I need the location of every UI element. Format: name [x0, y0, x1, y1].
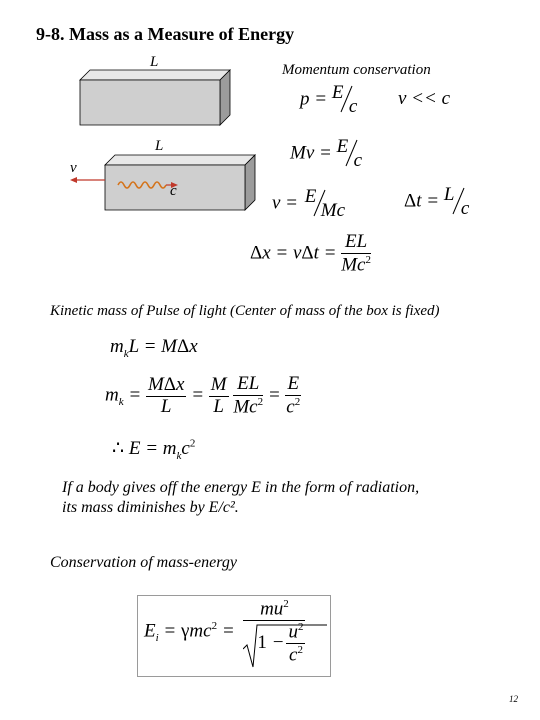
momentum-equation: p = E c — [300, 82, 358, 117]
momentum-heading: Momentum conservation — [282, 62, 431, 78]
slow-velocity-condition: v << c — [398, 88, 451, 109]
statement-line-2: its mass diminishes by E/c². — [62, 499, 239, 516]
conservation-heading: Conservation of mass-energy — [50, 554, 237, 571]
page-number: 12 — [509, 694, 518, 704]
delta-x-equation: Δx = vΔt = $\frac{EL}{Mc^2}$ — [250, 231, 371, 276]
box-length-label-bottom: L — [155, 138, 164, 154]
page-title: 9-8. Mass as a Measure of Energy — [36, 24, 295, 44]
velocity-label: v — [70, 160, 77, 176]
kinetic-mass-eq3: ∴ $E = m_kc^2$ — [112, 437, 196, 462]
light-speed-label: c — [170, 183, 177, 199]
box-length-label-top: L — [150, 54, 159, 70]
statement-line-1: If a body gives off the energy E in the form of radiation, — [62, 479, 420, 496]
radiation-statement — [62, 478, 419, 518]
kinetic-mass-eq2: $m_k$ = $\frac{\text{MΔx}}{L}$ = $\frac{M}{L}$ $\frac{EL}{Mc^2}$ = $\frac{E}{c^2}$ — [105, 373, 301, 418]
kinetic-mass-eq1: $m_kL = M\Delta x$ — [110, 336, 198, 360]
delta-t-equation: Δt = L c — [404, 184, 470, 219]
momentum-mv-equation: Mv = E c — [290, 136, 363, 171]
energy-equation: $E_i = \gamma mc^2$ = $mu^2$ 1 − $\frac{u^2}{c^2}$ — [144, 598, 305, 667]
kinetic-mass-heading: Kinetic mass of Pulse of light (Center of mass of the box is fixed) — [50, 303, 440, 319]
velocity-equation: v = E Mc — [272, 186, 346, 221]
